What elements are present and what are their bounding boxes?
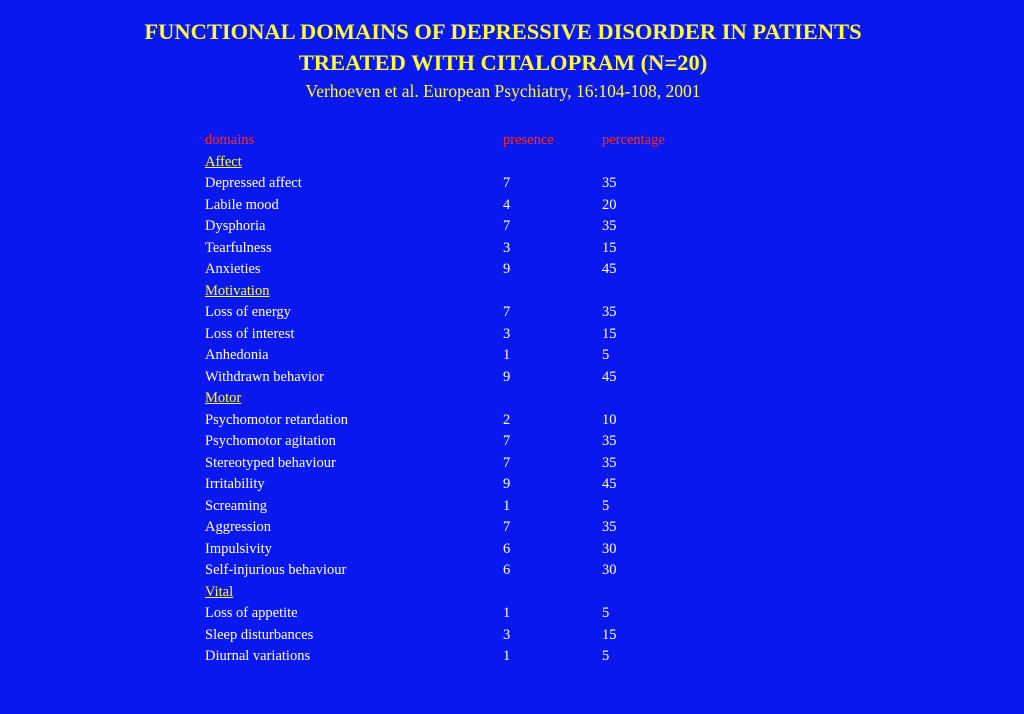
percentage-cell: 35 (602, 433, 617, 449)
domain-cell: Tearfulness (205, 239, 272, 256)
domain-cell: Aggression (205, 519, 272, 535)
section-heading: Affect (205, 153, 242, 170)
domain-cell: Dysphoria (205, 218, 266, 234)
domain-cell: Labile mood (205, 196, 279, 213)
domains-table (205, 130, 725, 668)
domain-cell: Impulsivity (205, 540, 272, 557)
percentage-cell: 15 (602, 626, 617, 643)
percentage-cell: 45 (602, 368, 617, 385)
table-row (205, 410, 725, 432)
percentage-cell: 15 (602, 239, 617, 256)
citation: Verhoeven et al. European Psychiatry, 16:104-108, 2001 (305, 81, 701, 101)
percentage-cell: 35 (602, 218, 617, 234)
presence-cell: 1 (503, 648, 511, 664)
table-row (205, 560, 725, 582)
presence-cell: 6 (503, 562, 511, 578)
percentage-cell: 35 (602, 454, 617, 471)
domain-cell: Psychomotor retardation (205, 411, 348, 428)
table-row (205, 453, 725, 475)
table-row (205, 302, 725, 324)
percentage-cell: 30 (602, 562, 617, 578)
presence-cell: 3 (503, 325, 511, 342)
presence-cell: 1 (503, 347, 511, 363)
table-row (205, 173, 725, 195)
presence-cell: 2 (503, 411, 511, 428)
table-row (205, 367, 725, 389)
presence-cell: 3 (503, 626, 511, 643)
percentage-cell: 5 (602, 605, 610, 621)
presence-cell: 1 (503, 605, 511, 621)
percentage-cell: 5 (602, 347, 610, 363)
table-row (205, 625, 725, 647)
percentage-cell: 20 (602, 196, 617, 213)
table-row (205, 474, 725, 496)
table-row (205, 216, 725, 238)
domain-cell: Screaming (205, 497, 268, 514)
presence-cell: 7 (503, 218, 511, 234)
section-row-affect (205, 152, 725, 174)
table-row (205, 603, 725, 625)
table-row (205, 646, 725, 668)
presence-cell: 6 (503, 540, 511, 557)
percentage-cell: 15 (602, 325, 617, 342)
domain-cell: Withdrawn behavior (205, 368, 325, 385)
percentage-cell: 5 (602, 648, 610, 664)
slide-title-line-1: FUNCTIONAL DOMAINS OF DEPRESSIVE DISORDER IN PATIENTS (144, 19, 862, 44)
presence-cell: 7 (503, 519, 511, 535)
domain-cell: Loss of energy (205, 304, 291, 320)
slide-title-line-2: TREATED WITH CITALOPRAM (N=20) (298, 50, 708, 75)
table-row (205, 324, 725, 346)
percentage-cell: 35 (602, 519, 617, 535)
table-row (205, 431, 725, 453)
presence-cell: 7 (503, 304, 511, 320)
presence-cell: 7 (503, 175, 511, 191)
percentage-cell: 35 (602, 304, 617, 320)
table-row (205, 517, 725, 539)
percentage-cell: 45 (602, 476, 617, 492)
table-row (205, 345, 725, 367)
table-row (205, 238, 725, 260)
table-row (205, 259, 725, 281)
presence-cell: 7 (503, 454, 511, 471)
percentage-cell: 30 (602, 540, 617, 557)
presence-cell: 9 (503, 261, 511, 277)
domain-cell: Sleep disturbances (205, 626, 314, 643)
domain-cell: Loss of interest (205, 325, 295, 342)
domain-cell: Anhedonia (205, 347, 269, 363)
header-presence: presence (503, 132, 554, 148)
table-header-row (205, 130, 725, 152)
header-domains: domains (205, 132, 255, 148)
percentage-cell: 45 (602, 261, 617, 277)
domain-cell: Irritability (205, 476, 265, 492)
domain-cell: Depressed affect (205, 175, 302, 191)
domain-cell: Stereotyped behaviour (205, 454, 336, 471)
presence-cell: 3 (503, 239, 511, 256)
domain-cell: Self-injurious behaviour (205, 562, 347, 578)
section-heading: Vital (205, 583, 234, 600)
percentage-cell: 10 (602, 411, 617, 428)
section-heading: Motor (205, 390, 242, 406)
table-row (205, 496, 725, 518)
header-percentage: percentage (602, 132, 665, 148)
section-heading: Motivation (205, 282, 270, 299)
section-row-motor (205, 388, 725, 410)
section-row-vital (205, 582, 725, 604)
presence-cell: 4 (503, 196, 511, 213)
presence-cell: 7 (503, 433, 511, 449)
presence-cell: 1 (503, 497, 511, 514)
table-row (205, 195, 725, 217)
presence-cell: 9 (503, 476, 511, 492)
percentage-cell: 5 (602, 497, 610, 514)
presence-cell: 9 (503, 368, 511, 385)
percentage-cell: 35 (602, 175, 617, 191)
domain-cell: Diurnal variations (205, 648, 311, 664)
table-row (205, 539, 725, 561)
domain-cell: Loss of appetite (205, 605, 298, 621)
domain-cell: Anxieties (205, 261, 261, 277)
section-row-motivation (205, 281, 725, 303)
domain-cell: Psychomotor agitation (205, 433, 336, 449)
